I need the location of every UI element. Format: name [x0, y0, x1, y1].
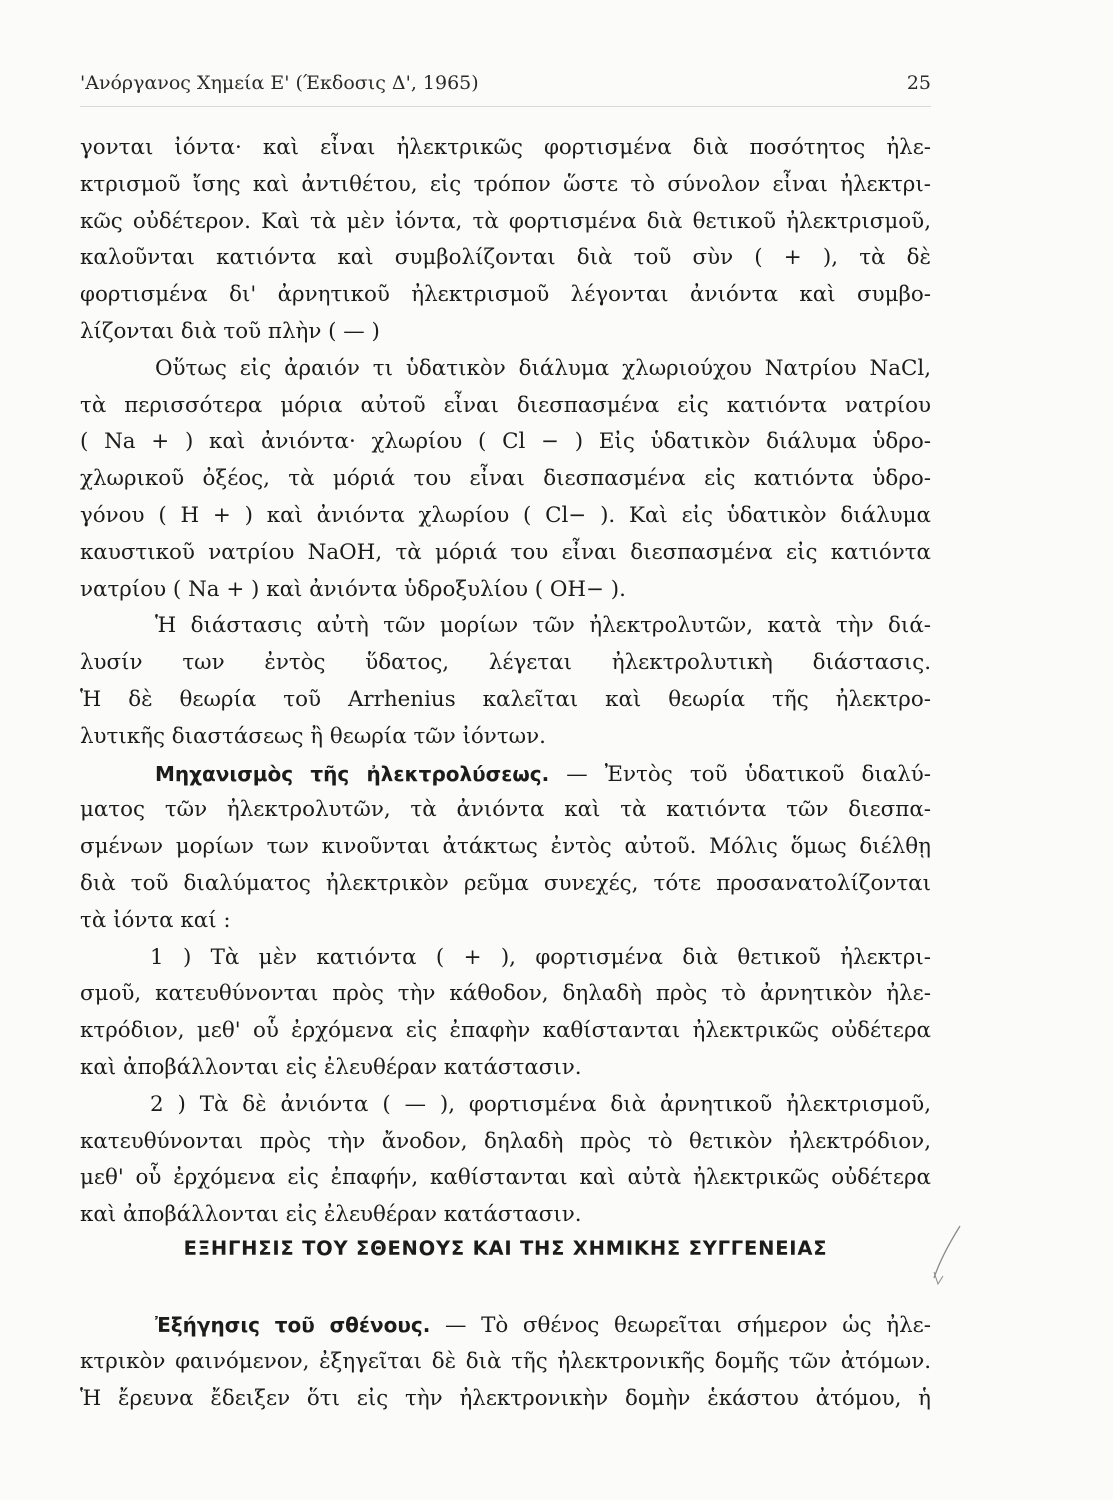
main-text — [80, 130, 931, 1234]
text-line: καλοῦνται κατιόντα καὶ συμβολίζονται διὰ τοῦ σὺν ( + ), τὰ δὲ — [80, 245, 931, 271]
text-line: ματος τῶν ἠλεκτρολυτῶν, τὰ ἀνιόντα καὶ τὰ κατιόντα τῶν διεσπα- — [80, 797, 931, 823]
text-line: γονται ἰόντα· καὶ εἶναι ἠλεκτρικῶς φορτισμένα διὰ ποσότητος ἠλε- — [80, 135, 931, 160]
text-line: τὰ περισσότερα μόρια αὐτοῦ εἶναι διεσπασμένα εἰς κατιόντα νατρίου — [80, 392, 931, 418]
text-line: καυστικοῦ νατρίου NaOH, τὰ μόριά του εἶναι διεσπασμένα εἰς κατιόντα — [80, 539, 931, 565]
text-line — [80, 756, 931, 793]
text-line: Ἡ δὲ θεωρία τοῦ Arrhenius καλεῖται καὶ θεωρία τῆς ἠλεκτρο- — [80, 686, 931, 712]
text-line: νατρίου ( Na + ) καὶ ἀνιόντα ὑδροξυλίου ( OH− ). — [80, 576, 626, 602]
text-line: λυτικῆς διαστάσεως ἢ θεωρία τῶν ἰόντων. — [80, 723, 546, 749]
text-line: διὰ τοῦ διαλύματος ἠλεκτρικὸν ρεῦμα συνεχές, τότε προσανατολίζονται — [80, 870, 931, 896]
list-item-line: 1 ) Τὰ μὲν κατιόντα ( + ), φορτισμένα διὰ θετικοῦ ἠλεκτρι- — [150, 944, 931, 970]
text-line: τὰ ἰόντα καί : — [80, 907, 231, 933]
text-line: Οὕτως εἰς ἀραιόν τι ὑδατικὸν διάλυμα χλωριούχου Νατρίου NaCl, — [155, 355, 931, 381]
running-title: 'Ανόργανος Χημεία Ε' (Έκδοσις Δ', 1965) — [80, 72, 479, 94]
text-line: Ἡ ἔρευνα ἔδειξεν ὅτι εἰς τὴν ἠλεκτρονικὴν δομὴν ἑκάστου ἀτόμου, ἡ — [80, 1385, 931, 1411]
text-line: σμένων μορίων των κινοῦνται ἀτάκτως ἐντὸς αὐτοῦ. Μόλις ὅμως διέλθῃ — [80, 834, 931, 860]
list-item-line: μεθ' οὗ ἐρχόμενα εἰς ἐπαφήν, καθίστανται καὶ αὐτὰ ἠλεκτρικῶς οὐδέτερα — [80, 1165, 931, 1191]
section-heading: ΕΞΗΓΗΣΙΣ ΤΟΥ ΣΘΕΝΟΥΣ ΚΑΙ ΤΗΣ ΧΗΜΙΚΗΣ ΣΥΓΓΕΝΕΙΑΣ — [183, 1237, 828, 1260]
list-item-line: 2 ) Τὰ δὲ ἀνιόντα ( — ), φορτισμένα διὰ ἀρνητικοῦ ἠλεκτρισμοῦ, — [150, 1091, 931, 1117]
text-line: λίζονται διὰ τοῦ πλὴν ( — ) — [80, 318, 380, 344]
text-line: γόνου ( H + ) καὶ ἀνιόντα χλωρίου ( Cl− ). Καὶ εἰς ὑδατικὸν διάλυμα — [80, 502, 931, 528]
running-header — [80, 72, 931, 107]
subheading-valence: Ἐξήγησις τοῦ σθένους. — [155, 1313, 431, 1337]
list-item-line: καὶ ἀποβάλλονται εἰς ἐλευθέραν κατάστασιν. — [80, 1202, 582, 1228]
pencil-mark-icon — [926, 1222, 966, 1292]
text-line: κτρικὸν φαινόμενον, ἐξηγεῖται δὲ διὰ τῆς ἠλεκτρονικῆς δομῆς τῶν ἀτόμων. — [80, 1348, 931, 1374]
text-line — [80, 1307, 931, 1344]
text-line: Ἡ διάστασις αὐτὴ τῶν μορίων τῶν ἠλεκτρολυτῶν, κατὰ τὴν διά- — [155, 613, 931, 639]
list-item-line: σμοῦ, κατευθύνονται πρὸς τὴν κάθοδον, δηλαδὴ πρὸς τὸ ἀρνητικὸν ἠλε- — [80, 981, 931, 1007]
list-item-line: κτρόδιον, μεθ' οὗ ἐρχόμενα εἰς ἐπαφὴν καθίστανται ἠλεκτρικῶς οὐδέτερα — [80, 1018, 931, 1044]
text-line: λυσίν των ἐντὸς ὕδατος, λέγεται ἠλεκτρολυτικὴ διάστασις. — [80, 650, 931, 676]
text-line: κῶς οὐδέτερον. Καὶ τὰ μὲν ἰόντα, τὰ φορτισμένα διὰ θετικοῦ ἠλεκτρισμοῦ, — [80, 208, 931, 234]
text-run: — Τὸ σθένος θεωρεῖται σήμερον ὡς ἠλε- — [430, 1313, 931, 1338]
text-line: φορτισμένα δι' ἀρνητικοῦ ἠλεκτρισμοῦ λέγονται ἀνιόντα καὶ συμβο- — [80, 282, 931, 308]
page-number: 25 — [906, 72, 931, 94]
text-run: — Ἐντὸς τοῦ ὑδατικοῦ διαλύ- — [549, 761, 931, 787]
list-item-line: καὶ ἀποβάλλονται εἰς ἐλευθέραν κατάστασιν. — [80, 1054, 582, 1080]
list-item-line: κατευθύνονται πρὸς τὴν ἄνοδον, δηλαδὴ πρὸς τὸ θετικὸν ἠλεκτρόδιον, — [80, 1128, 931, 1154]
subheading-mechanism: Μηχανισμὸς τῆς ἠλεκτρολύσεως. — [155, 761, 550, 786]
section-text — [80, 1307, 931, 1417]
text-line: χλωρικοῦ ὀξέος, τὰ μόριά του εἶναι διεσπασμένα εἰς κατιόντα ὑδρο- — [80, 466, 931, 492]
text-line: ( Na + ) καὶ ἀνιόντα· χλωρίου ( Cl − ) Εἰς ὑδατικὸν διάλυμα ὑδρο- — [80, 429, 931, 455]
text-line: κτρισμοῦ ἴσης καὶ ἀντιθέτου, εἰς τρόπον ὥστε τὸ σύνολον εἶναι ἠλεκτρι- — [80, 171, 931, 197]
